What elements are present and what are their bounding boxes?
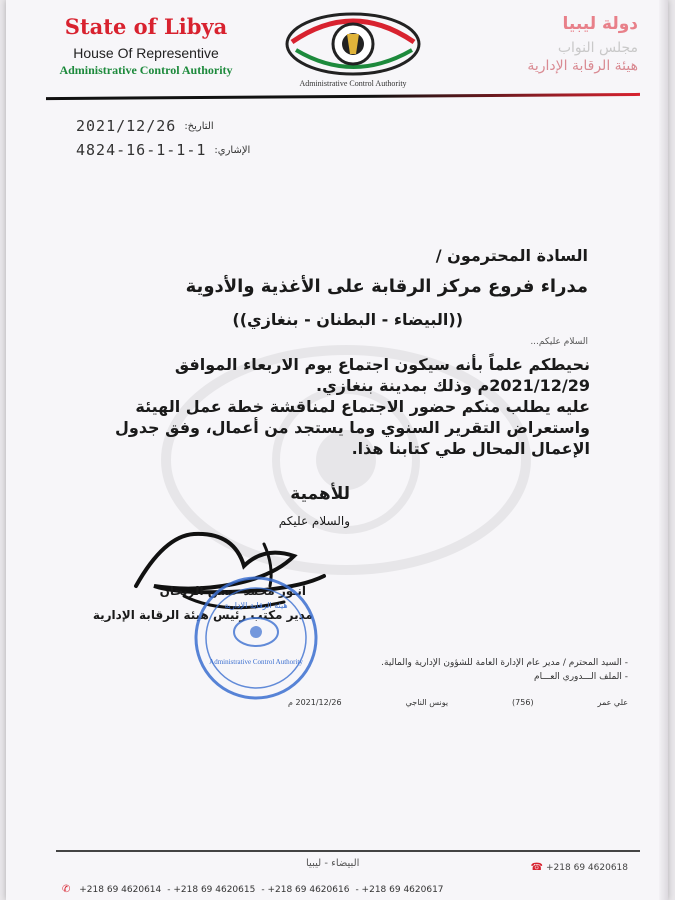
- copy-date: 2021/12/26 م: [288, 698, 342, 707]
- copy-line: - السيد المحترم / مدير عام الإدارة العامة للشؤون الإدارية والمالية.: [381, 658, 628, 668]
- footer-divider: [56, 850, 640, 852]
- state-title-en: State of Libya: [64, 14, 228, 39]
- initials: علي عمر: [597, 698, 628, 707]
- letter-meta: [76, 114, 256, 162]
- date-value: 2021/12/26: [76, 117, 177, 135]
- copy-line: - الملف الـــدوري العـــام: [534, 672, 628, 682]
- copies-list: [288, 656, 628, 684]
- paragraph-line: الإعمال المحال طي كتابنا هذا.: [351, 439, 590, 458]
- header-english: [46, 14, 246, 78]
- paragraph-line: واستعراض التقرير السنوي وما يستجد من أعمال، وفق جدول: [114, 418, 590, 437]
- copies-footer: [288, 698, 628, 707]
- logo-caption: Administrative Control Authority: [299, 79, 407, 88]
- stamp-arabic: هيئة الرقابة الإدارية: [224, 601, 288, 610]
- date-label: التاريخ:: [184, 120, 214, 132]
- footer-city: البيضاء - ليبيا: [306, 858, 360, 869]
- authority-title-ar: هيئة الرقابة الإدارية: [527, 58, 638, 74]
- date-row: [76, 114, 256, 138]
- importance-note: للأهمية: [290, 484, 350, 504]
- phone-number: +218 69 4620614: [79, 885, 162, 895]
- greeting: السادة المحترمون /: [435, 246, 588, 265]
- phone-number: +218 69 4620615: [173, 885, 256, 895]
- paragraph-line: عليه يطلب منكم حضور الاجتماع لمناقشة خطة عمل الهيئة: [135, 397, 590, 416]
- paragraph-line: 2021/12/29م وذلك بمدينة بنغازي.: [316, 376, 590, 395]
- typist: يونس الناجي: [405, 698, 449, 707]
- branches: ((البيضاء - البطنان - بنغازي)): [232, 310, 463, 329]
- signer-title: مدير مكتب رئيس هيئة الرقابة الإدارية: [92, 608, 313, 622]
- house-title-ar: مجلس النواب: [557, 40, 638, 56]
- ref-value: 4824-16-1-1-1: [76, 141, 207, 159]
- house-title-en: House Of Representive: [73, 45, 219, 61]
- letter-page: [6, 0, 668, 900]
- page-edge: [659, 0, 668, 900]
- letter-body: [62, 354, 590, 459]
- authority-logo: [272, 6, 434, 92]
- authority-title-en: Administrative Control Authority: [59, 63, 233, 77]
- state-title-ar: دولة ليبيا: [562, 14, 638, 34]
- footer-phones: ✆ +218 69 4620614 - +218 69 4620615 - +218 69 4620616 - +218 69 4620617: [62, 884, 444, 895]
- paragraph-line: نحيطكم علماً بأنه سيكون اجتماع يوم الاربعاء الموافق: [174, 355, 590, 374]
- ref-label: الإشاري:: [214, 144, 251, 156]
- phone-icon: ✆: [62, 884, 71, 895]
- addressee: مدراء فروع مركز الرقابة على الأغذية والأدوية: [185, 276, 588, 297]
- phone-number: +218 69 4620616: [267, 885, 350, 895]
- header-arabic: [448, 14, 638, 74]
- phone-number: +218 69 4620617: [361, 885, 444, 895]
- closing: والسلام عليكم: [278, 514, 350, 528]
- ref-row: [76, 138, 256, 162]
- fax-icon: ☎: [530, 862, 544, 873]
- stamp-english: Administrative Control Authority: [209, 658, 303, 666]
- footer-fax: [531, 862, 628, 873]
- fax-number: +218 69 4620618: [546, 863, 628, 873]
- signer-name: أنـور محمد حسن الريحان: [159, 584, 306, 598]
- header-divider: [46, 93, 640, 100]
- salutation-small: السلام عليكم...: [530, 337, 588, 347]
- ref-number: (756): [512, 698, 534, 707]
